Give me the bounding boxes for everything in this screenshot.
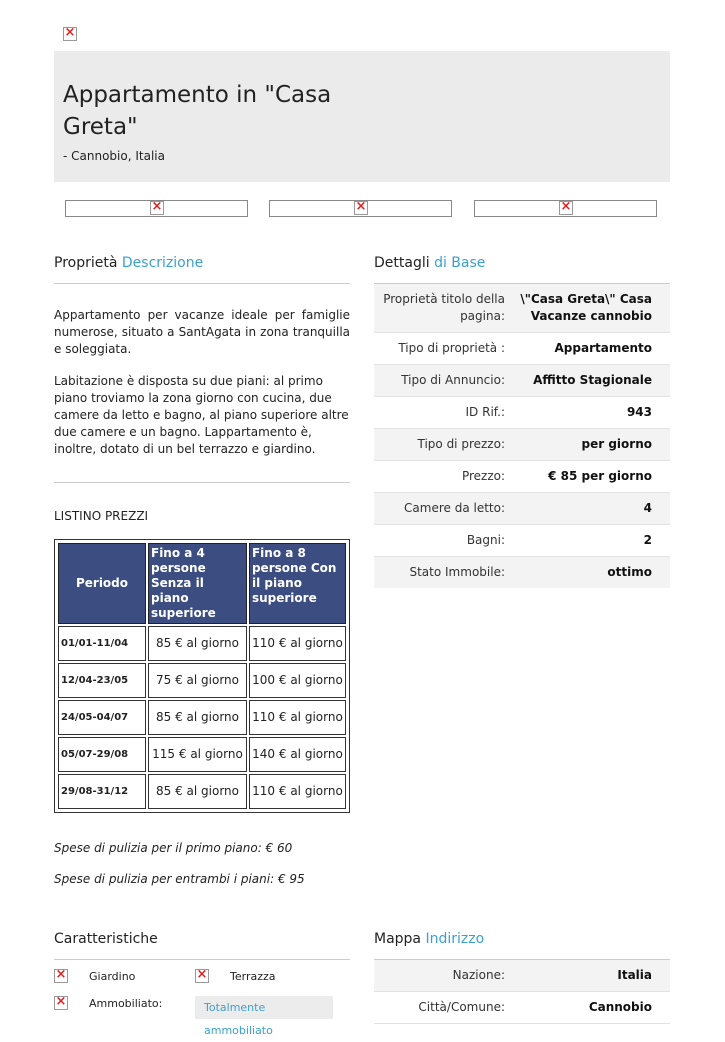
details-value: \"Casa Greta\" Casa Vacanze cannobio — [520, 292, 652, 323]
gallery-thumb-2[interactable] — [269, 200, 452, 217]
features-section-title: Caratteristiche — [54, 931, 158, 947]
map-section-title — [374, 931, 484, 947]
cleaning-fee-first-floor: Spese di pulizia per il primo piano: € 60 — [54, 841, 293, 855]
section-title-plain: Proprietà — [54, 255, 118, 271]
hero-banner — [54, 51, 670, 182]
details-value: € 85 per giorno — [548, 469, 652, 483]
price-period-cell: 01/01-11/04 — [58, 626, 146, 661]
broken-image-icon — [150, 201, 164, 215]
broken-image-icon — [54, 969, 68, 983]
details-table — [374, 284, 670, 588]
location-subtitle: - Cannobio, Italia — [63, 149, 165, 163]
details-row — [374, 493, 670, 525]
broken-image-icon — [354, 201, 368, 215]
divider — [54, 283, 350, 284]
description-section-title — [54, 255, 203, 271]
table-row — [58, 626, 346, 661]
ammobiliato-value-badge: Totalmente ammobiliato — [195, 996, 333, 1019]
logo-broken-image-icon — [63, 27, 77, 41]
table-row — [58, 774, 346, 809]
divider — [54, 959, 350, 960]
table-row — [58, 700, 346, 735]
price-table — [54, 539, 350, 813]
price-period-cell: 29/08-31/12 — [58, 774, 146, 809]
details-label: ID Rif.: — [465, 405, 505, 419]
broken-image-icon — [559, 201, 573, 215]
price-table-header-row — [58, 543, 346, 624]
details-row — [374, 333, 670, 365]
price-period-cell: 24/05-04/07 — [58, 700, 146, 735]
details-value: per giorno — [581, 437, 652, 451]
details-section-title — [374, 255, 485, 271]
price-cell: 110 € al giorno — [249, 626, 346, 661]
details-value: 2 — [643, 533, 652, 547]
details-value: 4 — [643, 501, 652, 515]
price-list-title: LISTINO PREZZI — [54, 509, 149, 523]
price-cell: 85 € al giorno — [148, 626, 247, 661]
price-period-cell: 05/07-29/08 — [58, 737, 146, 772]
price-header-4-persons: Fino a 4 persone Senza il piano superiore — [148, 543, 247, 624]
price-cell: 140 € al giorno — [249, 737, 346, 772]
price-cell: 110 € al giorno — [249, 700, 346, 735]
broken-image-icon — [195, 969, 209, 983]
details-value: Appartamento — [554, 341, 652, 355]
table-row — [58, 663, 346, 698]
address-label: Nazione: — [452, 968, 505, 982]
gallery-thumbnails — [65, 200, 657, 217]
description-paragraph-1: Appartamento per vacanze ideale per famiglie numerose, situato a SantAgata in zona tranquilla e soleggiata. — [54, 308, 350, 356]
price-cell: 100 € al giorno — [249, 663, 346, 698]
broken-image-icon — [54, 996, 68, 1010]
price-cell: 75 € al giorno — [148, 663, 247, 698]
details-label: Prezzo: — [461, 469, 505, 483]
feature-giardino — [54, 969, 135, 983]
details-row — [374, 525, 670, 557]
section-title-plain: Mappa — [374, 931, 422, 947]
feature-label: Ammobiliato: — [89, 996, 163, 1010]
details-label: Proprietà titolo della pagina: — [383, 292, 505, 323]
description-paragraph-2: Labitazione è disposta su due piani: al primo piano troviamo la zona giorno con cucina, due camere da letto e bagno, al piano superiore altre due camere e un bagno. Lappartamento è, inoltre, dotato di un bel terrazzo e giardino. — [54, 374, 349, 456]
details-label: Camere da letto: — [404, 501, 505, 515]
details-label: Bagni: — [466, 533, 505, 547]
address-label: Città/Comune: — [418, 1000, 505, 1014]
details-row — [374, 557, 670, 588]
address-value: Italia — [617, 968, 652, 982]
gallery-thumb-3[interactable] — [474, 200, 657, 217]
price-header-8-persons: Fino a 8 persone Con il piano superiore — [249, 543, 346, 624]
details-value: Affitto Stagionale — [533, 373, 652, 387]
details-label: Tipo di Annuncio: — [401, 373, 505, 387]
section-title-accent: di Base — [434, 255, 486, 271]
page-title: Appartamento in "Casa Greta" — [63, 82, 332, 140]
table-row — [58, 737, 346, 772]
details-label: Stato Immobile: — [409, 565, 505, 579]
section-title-accent: Descrizione — [121, 255, 204, 271]
price-header-period: Periodo — [58, 543, 146, 624]
address-value: Cannobio — [588, 1000, 652, 1014]
price-cell: 85 € al giorno — [148, 774, 247, 809]
section-title-plain: Dettagli — [374, 255, 430, 271]
cleaning-fee-both-floors: Spese di pulizia per entrambi i piani: € 95 — [54, 872, 305, 886]
details-row — [374, 461, 670, 493]
details-row — [374, 284, 670, 333]
details-label: Tipo di proprietà : — [398, 341, 505, 355]
section-title-accent: Indirizzo — [425, 931, 485, 947]
details-label: Tipo di prezzo: — [417, 437, 505, 451]
gallery-thumb-1[interactable] — [65, 200, 248, 217]
price-cell: 85 € al giorno — [148, 700, 247, 735]
feature-ammobiliato — [54, 996, 162, 1010]
address-row — [374, 992, 670, 1024]
price-cell: 115 € al giorno — [148, 737, 247, 772]
price-period-cell: 12/04-23/05 — [58, 663, 146, 698]
feature-label: Terrazza — [230, 969, 276, 983]
details-row — [374, 365, 670, 397]
details-row — [374, 397, 670, 429]
price-cell: 110 € al giorno — [249, 774, 346, 809]
feature-label: Giardino — [89, 969, 136, 983]
details-value: 943 — [626, 405, 652, 419]
feature-terrazza — [195, 969, 276, 983]
divider — [54, 482, 350, 483]
details-value: ottimo — [607, 565, 652, 579]
address-row — [374, 960, 670, 992]
address-table — [374, 960, 670, 1024]
details-row — [374, 429, 670, 461]
